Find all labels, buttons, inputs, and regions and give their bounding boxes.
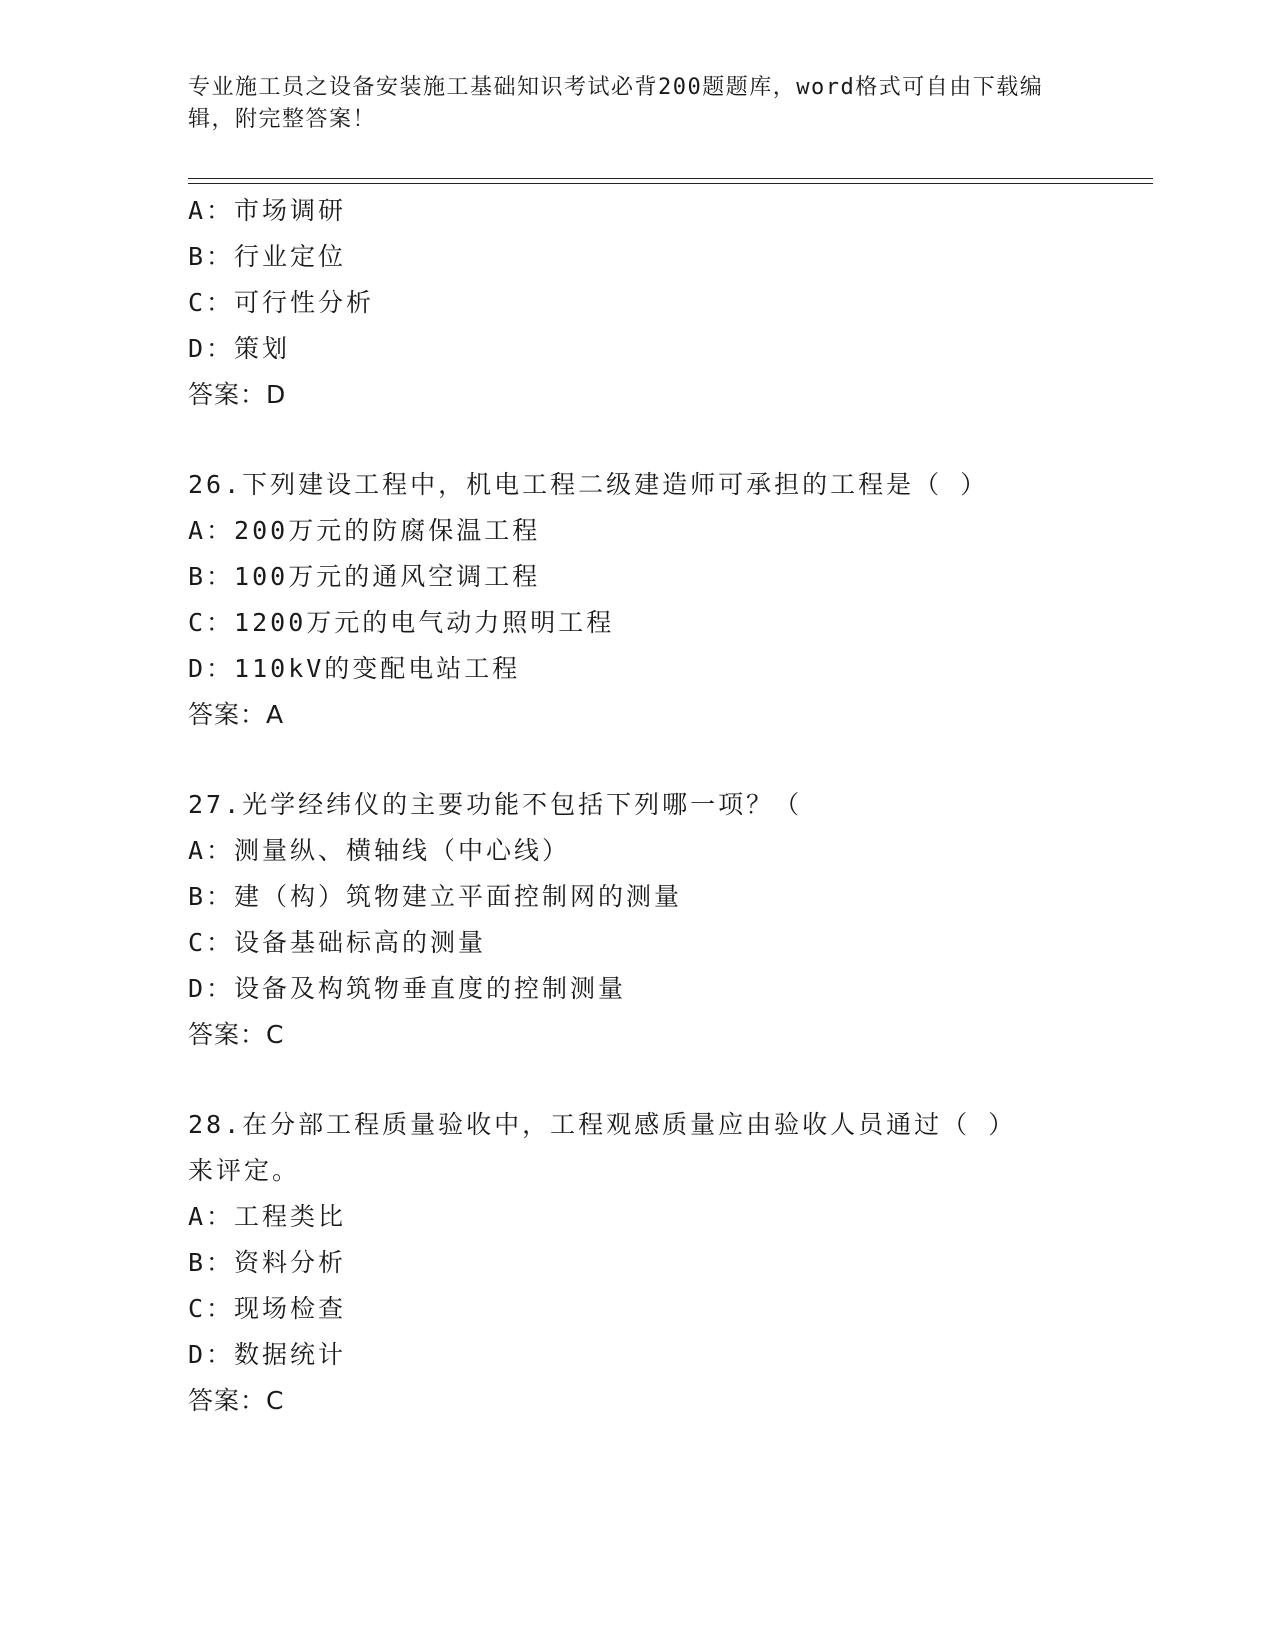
option-b: B：100万元的通风空调工程 — [188, 562, 541, 591]
option-c: C：可行性分析 — [188, 288, 375, 317]
option-c: C：设备基础标高的测量 — [188, 928, 487, 957]
block-spacer — [188, 418, 1068, 462]
answer-line: 答案：D — [188, 380, 287, 409]
question-block-26 — [188, 462, 1068, 738]
question-text: 26.下列建设工程中，机电工程二级建造师可承担的工程是（ ） — [188, 470, 989, 499]
option-d: D：数据统计 — [188, 1340, 347, 1369]
block-spacer — [188, 738, 1068, 782]
answer-line: 答案：C — [188, 1386, 285, 1415]
question-block-27 — [188, 782, 1068, 1058]
question-text: 28.在分部工程质量验收中，工程观感质量应由验收人员通过（ ）来评定。 — [188, 1110, 1017, 1185]
option-b: B：资料分析 — [188, 1248, 347, 1277]
header-divider-top — [188, 178, 1153, 179]
block-spacer — [188, 1058, 1068, 1102]
answer-line: 答案：C — [188, 1020, 285, 1049]
option-a: A：测量纵、横轴线（中心线） — [188, 836, 571, 865]
header-divider-bottom — [188, 183, 1153, 184]
option-a: A：市场调研 — [188, 196, 347, 225]
question-list — [188, 188, 1068, 1424]
document-header-title: 专业施工员之设备安装施工基础知识考试必背200题题库，word格式可自由下载编辑，附完整答案！ — [188, 75, 1044, 132]
answer-line: 答案：A — [188, 700, 285, 729]
option-c: C：现场检查 — [188, 1294, 347, 1323]
option-b: B：行业定位 — [188, 242, 347, 271]
question-block-25 — [188, 188, 1068, 418]
option-c: C：1200万元的电气动力照明工程 — [188, 608, 615, 637]
question-block-28 — [188, 1102, 1068, 1424]
option-d: D：110kV的变配电站工程 — [188, 654, 521, 683]
option-a: A：200万元的防腐保温工程 — [188, 516, 541, 545]
question-text: 27.光学经纬仪的主要功能不包括下列哪一项？（ — [188, 790, 803, 819]
option-d: D：策划 — [188, 334, 291, 363]
option-a: A：工程类比 — [188, 1202, 347, 1231]
option-b: B：建（构）筑物建立平面控制网的测量 — [188, 882, 683, 911]
option-d: D：设备及构筑物垂直度的控制测量 — [188, 974, 627, 1003]
